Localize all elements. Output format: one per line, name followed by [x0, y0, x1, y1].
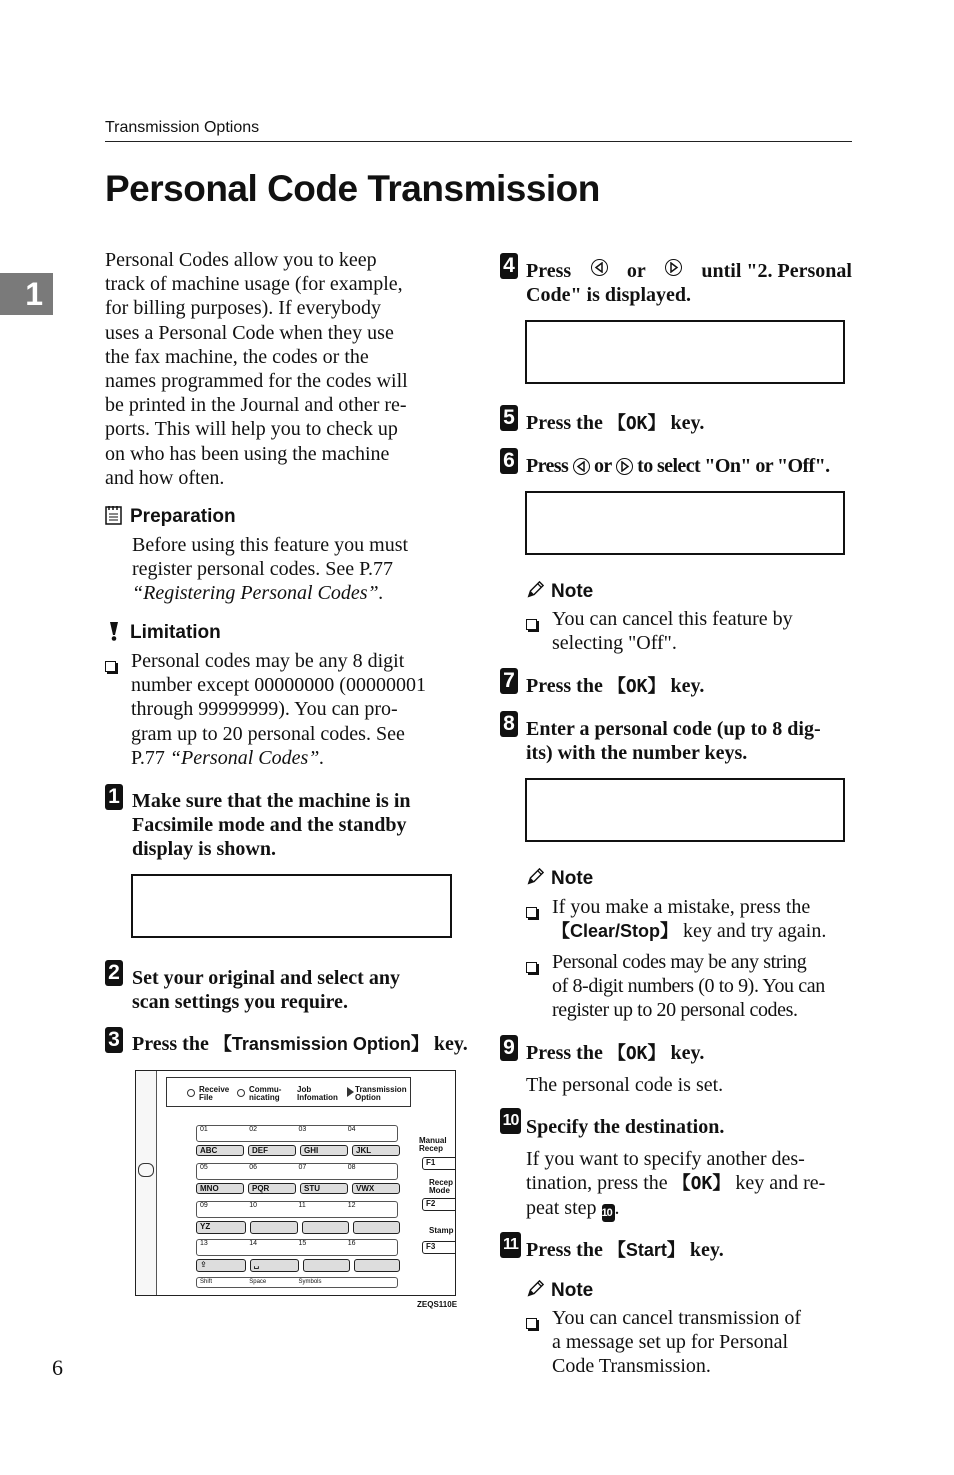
step-8-number: 8 — [500, 711, 518, 737]
checkbox-bullet-icon — [105, 661, 116, 672]
preparation-reference: “Registering Personal Codes”. — [132, 582, 384, 605]
step-10-number: 10 — [500, 1108, 521, 1134]
step-2-text: Set your original and select any scan settings you require. — [132, 967, 400, 1013]
right-arrow-button-icon — [616, 458, 633, 475]
key-stu[interactable]: STU — [300, 1183, 348, 1194]
step-9-number: 9 — [500, 1035, 518, 1061]
preparation-icon — [105, 505, 123, 525]
step-8-text: Enter a personal code (up to 8 dig- its) with the number keys. — [526, 718, 821, 764]
step-11-number: 11 — [500, 1232, 521, 1258]
step-5-number: 5 — [500, 405, 518, 431]
limitation-item: Personal codes may be any 8 digit number except 00000000 (00000001 through 99999999). You can pro- gram up to 20 personal codes. See P.77 “Personal Codes”. — [105, 649, 457, 770]
key-abc[interactable]: ABC — [196, 1145, 244, 1156]
key-shift[interactable]: ⇪ — [196, 1259, 246, 1272]
chapter-tab: 1 — [0, 273, 53, 315]
note-3-heading: Note — [526, 1279, 593, 1302]
key-blank-4[interactable] — [354, 1259, 401, 1272]
step-11-text: Press the 【Start】 key. — [526, 1239, 724, 1261]
page-title: Personal Code Transmission — [105, 168, 600, 209]
transmission-option-key-label: 【Transmission Option】 — [213, 1034, 429, 1054]
key-jkl[interactable]: JKL — [352, 1145, 400, 1156]
manual-receive-label: Manual Recep — [419, 1136, 447, 1153]
note-1-item: You can cancel this feature by selecting "Off". — [526, 607, 852, 655]
limitation-heading: Limitation — [105, 621, 221, 644]
control-panel-illustration — [135, 1070, 456, 1296]
illustration-caption: ZEQS110E — [417, 1300, 458, 1309]
f3-key[interactable]: F3 — [422, 1241, 456, 1254]
key-pqr[interactable]: PQR — [248, 1183, 296, 1194]
note-2-item-2: Personal codes may be any string of 8-digit numbers (0 to 9). You can register up to 20 personal codes. — [526, 950, 856, 1023]
ok-key-label: 【OK】 — [672, 1173, 731, 1195]
clear-stop-key-label: 【Clear/Stop】 — [552, 921, 679, 942]
key-symbols[interactable] — [303, 1259, 350, 1272]
step-9-text: Press the 【OK】 key. — [526, 1042, 705, 1064]
pencil-note-icon — [526, 580, 544, 600]
key-mno[interactable]: MNO — [196, 1183, 244, 1194]
step-3-text: Press the 【Transmission Option】 key. — [132, 1033, 468, 1055]
key-yz[interactable]: YZ — [196, 1221, 246, 1234]
key-blank-2[interactable] — [302, 1221, 349, 1234]
lcd-pers-code-onoff-display — [525, 491, 845, 555]
step-10-detail: If you want to specify another des- tination, press the 【OK】 key and re- peat step 10 . — [526, 1147, 852, 1222]
header-rule — [105, 141, 852, 142]
note-3-item: You can cancel transmission of a message set up for Personal Code Transmission. — [526, 1306, 852, 1379]
lcd-pers-code-enter-display — [525, 778, 845, 842]
preparation-heading: Preparation — [105, 505, 236, 528]
one-touch-key-grid: 01 02 03 04 ABC DEF GHI JKL 05 06 07 08 MNO PQR STU VWX 09 10 11 12 YZ 13 14 15 16 ⇪ ␣ Shift Space Symbols — [194, 1125, 399, 1290]
lcd-trans-option-display — [525, 320, 845, 384]
right-arrow-button-icon — [665, 259, 682, 276]
key-blank-1[interactable] — [250, 1221, 297, 1234]
transmission-option-tab[interactable]: Transmission Option — [355, 1085, 407, 1102]
lcd-ready-display — [131, 874, 452, 938]
step-1-text: Make sure that the machine is in Facsimile mode and the standby display is shown. — [132, 790, 411, 860]
key-blank-3[interactable] — [353, 1221, 400, 1234]
receive-mode-label: Recep Mode — [429, 1178, 454, 1195]
intro-paragraph: Personal Codes allow you to keep track of machine usage (for example, for billing purposes). If everybody uses a Personal Code when they use the fax machine, the codes or the names programmed for the codes will be printed in the Journal and other re- ports. This will help you to check up on who has been using the machine and how often. — [105, 249, 408, 489]
left-arrow-button-icon — [591, 259, 608, 276]
receive-file-tab[interactable]: Receive File — [199, 1085, 230, 1102]
start-key-label: 【Start】 — [607, 1240, 685, 1260]
key-space[interactable]: ␣ — [250, 1259, 300, 1272]
step-6-number: 6 — [500, 448, 518, 474]
stamp-label: Stamp — [429, 1226, 454, 1235]
panel-tab-strip — [166, 1077, 411, 1107]
pencil-note-icon — [526, 1279, 544, 1299]
left-arrow-button-icon — [573, 458, 590, 475]
ok-key-label: 【OK】 — [607, 1043, 666, 1064]
f1-key[interactable]: F1 — [422, 1157, 456, 1170]
page-number: 6 — [52, 1355, 63, 1380]
key-vwx[interactable]: VWX — [352, 1183, 400, 1194]
step-9-result: The personal code is set. — [526, 1074, 724, 1096]
step-7-text: Press the 【OK】 key. — [526, 675, 705, 697]
step-ref-badge: 10 — [602, 1204, 615, 1222]
checkbox-bullet-icon — [526, 962, 537, 973]
step-3-number: 3 — [105, 1027, 123, 1053]
step-5-text: Press the 【OK】 key. — [526, 412, 705, 434]
exclamation-icon — [105, 621, 123, 641]
step-4-text: Press or until "2. Personal Code" is displayed. — [526, 260, 852, 306]
note-2-heading: Note — [526, 867, 593, 890]
ok-key-label: 【OK】 — [607, 413, 666, 434]
communicating-tab[interactable]: Commu- nicating — [249, 1085, 282, 1102]
key-def[interactable]: DEF — [248, 1145, 296, 1156]
key-ghi[interactable]: GHI — [300, 1145, 348, 1156]
note-1-heading: Note — [526, 580, 593, 603]
preparation-text: Before using this feature you must register personal codes. See P.77 “Registering Personal Codes”. — [132, 533, 457, 606]
note-2-item-1: If you make a mistake, press the 【Clear/Stop】 key and try again. — [526, 895, 852, 943]
step-6-text: Press or to select "On" or "Off". — [526, 455, 830, 477]
checkbox-bullet-icon — [526, 619, 537, 630]
checkbox-bullet-icon — [526, 1318, 537, 1329]
step-7-number: 7 — [500, 668, 518, 694]
step-1-number: 1 — [105, 784, 123, 810]
pencil-note-icon — [526, 867, 544, 887]
running-header: Transmission Options — [105, 119, 260, 136]
step-4-number: 4 — [500, 253, 518, 279]
ok-key-label: 【OK】 — [607, 676, 666, 697]
step-2-number: 2 — [105, 960, 123, 986]
job-information-tab[interactable]: Job Infomation — [297, 1085, 338, 1102]
f2-key[interactable]: F2 — [422, 1198, 456, 1211]
checkbox-bullet-icon — [526, 907, 537, 918]
step-10-text: Specify the destination. — [526, 1116, 725, 1138]
